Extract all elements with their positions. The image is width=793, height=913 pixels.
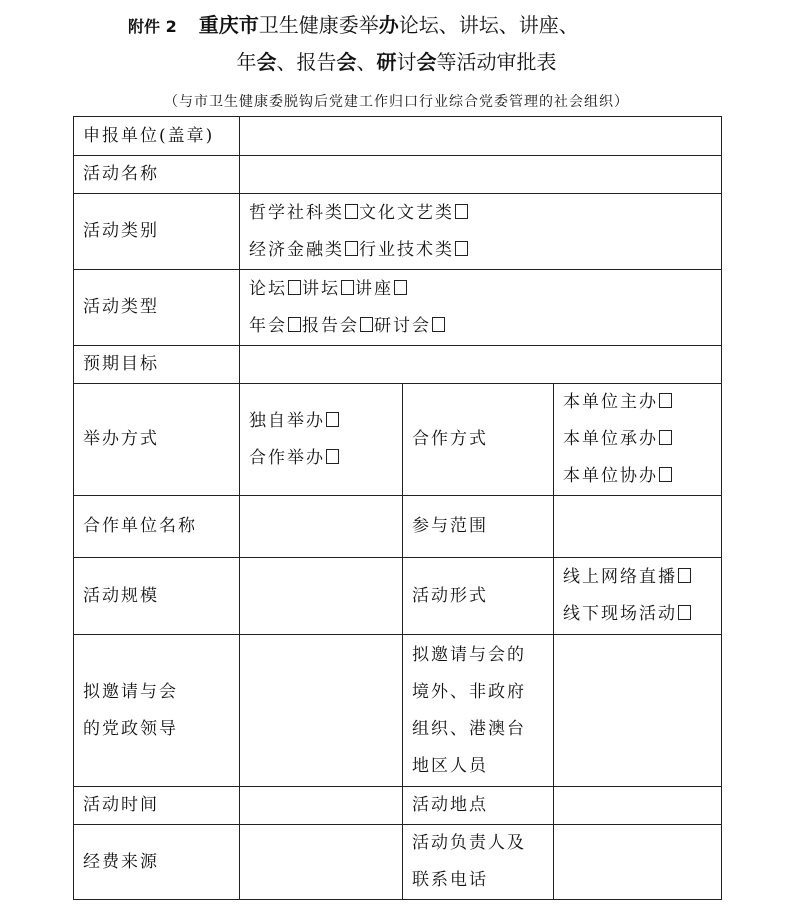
type-option-label: 论坛 xyxy=(249,278,287,299)
invited-leaders-field[interactable] xyxy=(240,635,403,787)
title-part: 、报告 xyxy=(276,50,337,74)
table-row xyxy=(74,496,722,558)
partner-name-label: 合作单位名称 xyxy=(74,496,240,558)
title-part: 重庆市 xyxy=(198,13,259,37)
activity-time-field[interactable] xyxy=(240,787,403,825)
applicant-label: 申报单位(盖章) xyxy=(74,117,240,156)
annex-label: 附件 2 xyxy=(128,17,177,36)
title-part: 卫生健康委举 xyxy=(258,13,379,37)
table-row xyxy=(74,825,722,900)
table-row xyxy=(74,635,722,787)
activity-name-field[interactable] xyxy=(240,156,722,194)
activity-form-label: 活动形式 xyxy=(403,558,554,635)
title-part: 、 xyxy=(356,50,377,74)
category-option-label: 文化文艺类 xyxy=(359,202,454,223)
funding-source-field[interactable] xyxy=(240,825,403,900)
host-method-label: 举办方式 xyxy=(74,384,240,496)
activity-time-label: 活动时间 xyxy=(74,787,240,825)
host-option-label: 合作举办 xyxy=(249,447,325,468)
host-checkbox[interactable] xyxy=(326,449,339,464)
activity-form-options xyxy=(554,558,722,635)
invited-foreign-label-line: 拟邀请与会的 xyxy=(412,644,526,665)
table-row xyxy=(74,194,722,270)
coop-checkbox[interactable] xyxy=(659,430,672,445)
activity-scale-field[interactable] xyxy=(240,558,403,635)
type-checkbox[interactable] xyxy=(394,280,407,295)
participation-scope-field[interactable] xyxy=(554,496,722,558)
activity-location-field[interactable] xyxy=(554,787,722,825)
type-checkbox[interactable] xyxy=(288,280,301,295)
category-checkbox[interactable] xyxy=(345,204,358,219)
table-row xyxy=(74,558,722,635)
person-in-charge-field[interactable] xyxy=(554,825,722,900)
table-row xyxy=(74,346,722,384)
activity-location-label: 活动地点 xyxy=(403,787,554,825)
form-checkbox[interactable] xyxy=(678,568,691,583)
category-option-label: 经济金融类 xyxy=(249,239,344,260)
coop-method-label: 合作方式 xyxy=(403,384,554,496)
invited-leaders-label-line: 的党政领导 xyxy=(83,718,178,739)
expected-goal-label: 预期目标 xyxy=(74,346,240,384)
form-checkbox[interactable] xyxy=(678,605,691,620)
partner-name-field[interactable] xyxy=(240,496,403,558)
coop-method-options xyxy=(554,384,722,496)
title-part: 会 xyxy=(416,50,437,74)
title-part: 会 xyxy=(256,50,277,74)
coop-option-label: 本单位承办 xyxy=(563,429,658,449)
coop-option-label: 本单位协办 xyxy=(563,466,658,486)
invited-foreign-label xyxy=(403,635,554,787)
title-part: 讨 xyxy=(396,50,417,74)
table-row xyxy=(74,787,722,825)
activity-scale-label: 活动规模 xyxy=(74,558,240,635)
category-checkbox[interactable] xyxy=(345,241,358,256)
table-row xyxy=(74,270,722,346)
invited-foreign-label-line: 境外、非政府 xyxy=(412,681,526,702)
type-checkbox[interactable] xyxy=(360,317,373,332)
type-checkbox[interactable] xyxy=(432,317,445,332)
person-in-charge-label-line: 活动负责人及 xyxy=(412,833,526,853)
type-option-label: 报告会 xyxy=(302,315,359,336)
host-option-label: 独自举办 xyxy=(249,410,325,431)
subtitle: （与市卫生健康委脱钩后党建工作归口行业综合党委管理的社会组织） xyxy=(164,94,629,110)
title-part: 办 xyxy=(378,13,399,37)
form-option-label: 线上网络直播 xyxy=(563,567,677,587)
funding-source-label: 经费来源 xyxy=(74,825,240,900)
table-row xyxy=(74,384,722,496)
activity-type-options xyxy=(240,270,722,346)
title-part: 论坛、讲坛、讲座、 xyxy=(398,13,579,37)
person-in-charge-label xyxy=(403,825,554,900)
title-part: 会 xyxy=(336,50,357,74)
participation-scope-label: 参与范围 xyxy=(403,496,554,558)
activity-name-label: 活动名称 xyxy=(74,156,240,194)
category-option-label: 行业技术类 xyxy=(359,239,454,260)
type-option-label: 讲座 xyxy=(355,278,393,299)
type-checkbox[interactable] xyxy=(341,280,354,295)
form-option-label: 线下现场活动 xyxy=(563,604,677,624)
coop-option-label: 本单位主办 xyxy=(563,392,658,412)
category-checkbox[interactable] xyxy=(455,204,468,219)
type-option-label: 讲坛 xyxy=(302,278,340,299)
invited-foreign-field[interactable] xyxy=(554,635,722,787)
coop-checkbox[interactable] xyxy=(659,467,672,482)
title-part: 年 xyxy=(236,50,257,74)
activity-category-options xyxy=(240,194,722,270)
type-checkbox[interactable] xyxy=(288,317,301,332)
approval-form-table xyxy=(73,116,722,900)
table-row xyxy=(74,117,722,156)
type-option-label: 年会 xyxy=(249,315,287,336)
person-in-charge-label-line: 联系电话 xyxy=(412,870,488,890)
activity-type-label: 活动类型 xyxy=(74,270,240,346)
category-option-label: 哲学社科类 xyxy=(249,202,344,223)
invited-leaders-label-line: 拟邀请与会 xyxy=(83,681,178,702)
title-line-2 xyxy=(0,47,793,77)
invited-leaders-label xyxy=(74,635,240,787)
invited-foreign-label-line: 地区人员 xyxy=(412,755,488,776)
host-checkbox[interactable] xyxy=(326,412,339,427)
table-row xyxy=(74,156,722,194)
title-part: 研 xyxy=(376,50,397,74)
title-line-1 xyxy=(128,10,579,42)
expected-goal-field[interactable] xyxy=(240,346,722,384)
applicant-field[interactable] xyxy=(240,117,722,156)
coop-checkbox[interactable] xyxy=(659,393,672,408)
invited-foreign-label-line: 组织、港澳台 xyxy=(412,718,526,739)
title-part: 等活动审批表 xyxy=(436,50,557,74)
activity-category-label: 活动类别 xyxy=(74,194,240,270)
type-option-label: 研讨会 xyxy=(374,315,431,336)
category-checkbox[interactable] xyxy=(455,241,468,256)
host-method-options xyxy=(240,384,403,496)
